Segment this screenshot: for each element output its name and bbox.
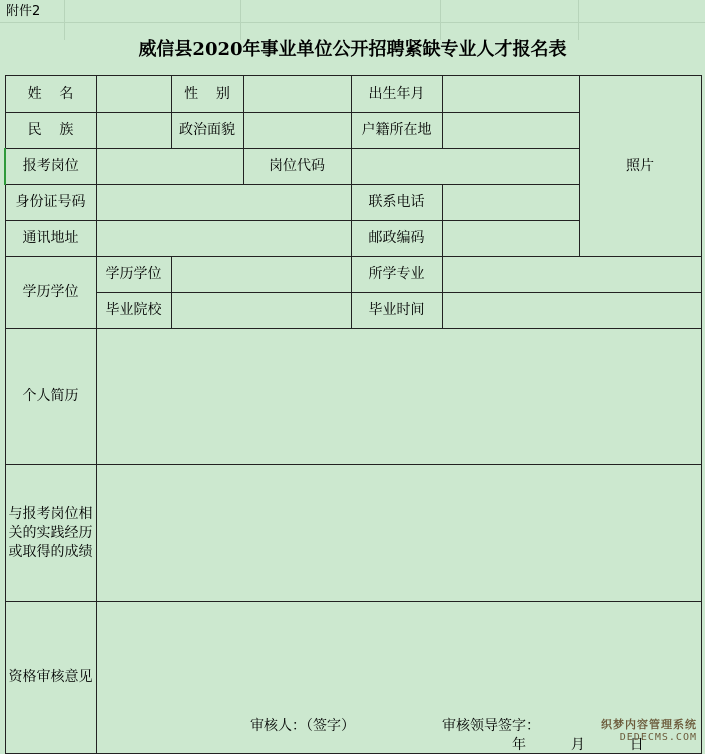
birth-field[interactable] [442, 76, 579, 113]
gender-label: 性 别 [171, 76, 243, 113]
birth-label: 出生年月 [351, 76, 442, 113]
date-label: 年 月 日 [512, 737, 644, 753]
registration-table [4, 75, 702, 754]
education-field[interactable] [171, 257, 351, 293]
table-row [5, 257, 701, 293]
table-row [5, 293, 701, 329]
education-group-label: 学历学位 [5, 257, 96, 329]
position-field[interactable] [96, 149, 243, 185]
phone-label: 联系电话 [351, 185, 442, 221]
major-field[interactable] [442, 257, 701, 293]
table-row [5, 76, 701, 113]
position-code-label: 岗位代码 [243, 149, 351, 185]
grad-time-label: 毕业时间 [351, 293, 442, 329]
name-label: 姓 名 [5, 76, 96, 113]
gender-field[interactable] [243, 76, 351, 113]
resume-label: 个人简历 [5, 329, 96, 465]
name-field[interactable] [96, 76, 171, 113]
school-label: 毕业院校 [96, 293, 171, 329]
watermark-line1: 织梦内容管理系统 [601, 718, 697, 731]
id-number-label: 身份证号码 [5, 185, 96, 221]
position-label: 报考岗位 [5, 149, 96, 185]
experience-field[interactable] [96, 465, 701, 602]
major-label: 所学专业 [351, 257, 442, 293]
grad-time-field[interactable] [442, 293, 701, 329]
spreadsheet-gridline [0, 22, 705, 23]
form-title: 威信县2020年事业单位公开招聘紧缺专业人才报名表 [138, 39, 567, 60]
review-label: 资格审核意见 [5, 602, 96, 754]
ethnicity-label: 民 族 [5, 113, 96, 149]
id-number-field[interactable] [96, 185, 351, 221]
postcode-field[interactable] [442, 221, 579, 257]
photo-box[interactable]: 照片 [579, 76, 701, 257]
table-row [5, 465, 701, 602]
position-code-field[interactable] [351, 149, 579, 185]
hukou-field[interactable] [442, 113, 579, 149]
school-field[interactable] [171, 293, 351, 329]
reviewer-signature-label: 审核人：（签字） [250, 718, 355, 734]
attachment-label: 附件2 [6, 4, 41, 19]
ethnicity-field[interactable] [96, 113, 171, 149]
political-label: 政治面貌 [171, 113, 243, 149]
postcode-label: 邮政编码 [351, 221, 442, 257]
address-label: 通讯地址 [5, 221, 96, 257]
watermark [601, 718, 697, 744]
phone-field[interactable] [442, 185, 579, 221]
experience-label: 与报考岗位相关的实践经历或取得的成绩 [5, 465, 96, 602]
education-label: 学历学位 [96, 257, 171, 293]
address-field[interactable] [96, 221, 351, 257]
table-row [5, 329, 701, 465]
political-field[interactable] [243, 113, 351, 149]
watermark-line2: DEDECMS.COM [619, 732, 697, 743]
leader-signature-label: 审核领导签字： [442, 718, 540, 734]
hukou-label: 户籍所在地 [351, 113, 442, 149]
resume-field[interactable] [96, 329, 701, 465]
